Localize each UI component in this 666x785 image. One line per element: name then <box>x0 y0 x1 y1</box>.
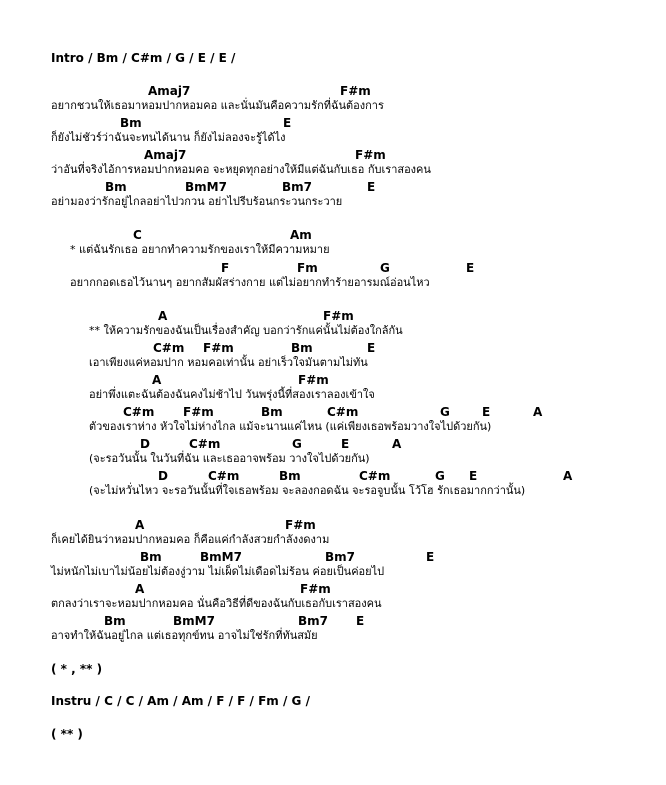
chord-label: Bm7 <box>325 550 355 564</box>
lyric-line: ตัวของเราห่าง หัวใจไม่ห่างไกล แม้จะนานแค่ไหน (แค่เพียงเธอพร้อมวางใจไปด้วยกัน) <box>89 420 492 433</box>
chord-label: Bm <box>105 180 127 194</box>
repeat-marker-1: ( * , ** ) <box>51 662 103 676</box>
intro-line: Intro / Bm / C#m / G / E / E / <box>51 51 236 65</box>
lyric-line: อยากกอดเธอไว้นานๆ อยากสัมผัสร่างกาย แต่ไม่อยากทำร้ายอารมณ์อ่อนไหว <box>70 276 430 289</box>
chord-label: A <box>392 437 402 451</box>
chord-label: G <box>292 437 302 451</box>
lyric-line: ก็ยังไม่ชัวร์ว่าฉันจะทนได้นาน ก็ยังไม่ลองจะรู้ได้ไง <box>51 131 286 144</box>
chord-label: Amaj7 <box>148 84 191 98</box>
instru-line: Instru / C / C / Am / Am / F / F / Fm / G / <box>51 694 310 708</box>
chord-label: Bm <box>261 405 283 419</box>
chord-label: C#m <box>123 405 155 419</box>
chord-label: BmM7 <box>185 180 227 194</box>
chord-label: Bm <box>120 116 142 130</box>
chord-label: D <box>158 469 168 483</box>
chord-label: F#m <box>323 309 354 323</box>
chord-label: A <box>158 309 168 323</box>
lyric-line: ว่าอันที่จริงไอ้การหอมปากหอมคอ จะหยุดทุกอย่างให้มีแต่ฉันกับเธอ กับเราสองคน <box>51 163 431 176</box>
chord-label: C <box>133 228 142 242</box>
chord-label: E <box>283 116 292 130</box>
chord-label: A <box>152 373 162 387</box>
lyric-line: อย่าพึ่งแตะฉันต้องฉันคงไม่ช้าไป วันพรุ่งนี้ที่สองเราลองเข้าใจ <box>89 388 375 401</box>
chord-label: Bm <box>291 341 313 355</box>
lyric-line: ไม่หนักไม่เบาไม่น้อยไม่ต้องงู่วาม ไม่เผ็ดไม่เดือดไม่ร้อน ค่อยเป็นค่อยไป <box>51 565 385 578</box>
lyric-line: ก็เคยได้ยินว่าหอมปากหอมคอ ก็คือแค่กำลังสวยกำลังงดงาม <box>51 533 330 546</box>
chord-label: F#m <box>285 518 316 532</box>
chord-label: E <box>341 437 350 451</box>
chord-label: F#m <box>300 582 331 596</box>
chord-label: G <box>380 261 390 275</box>
lyric-line: * แต่ฉันรักเธอ อยากทำความรักของเราให้มีความหมาย <box>70 243 330 256</box>
chord-label: C#m <box>327 405 359 419</box>
chord-label: BmM7 <box>200 550 242 564</box>
chord-label: G <box>440 405 450 419</box>
chord-label: C#m <box>359 469 391 483</box>
lyric-line: ตกลงว่าเราจะหอมปากหอมคอ นั่นคือวิธีที่ดีของฉันกับเธอกับเราสองคน <box>51 597 382 610</box>
lyric-line: อยากชวนให้เธอมาหอมปากหอมคอ และนั่นมันคือความรักที่ฉันต้องการ <box>51 99 384 112</box>
chord-label: Bm7 <box>298 614 328 628</box>
lyric-line: (จะรอวันนั้น ในวันที่ฉัน และเธออาจพร้อม วางใจไปด้วยกัน) <box>89 452 370 465</box>
repeat-marker-2: ( ** ) <box>51 727 83 741</box>
chord-label: E <box>469 469 478 483</box>
chord-label: F#m <box>298 373 329 387</box>
chord-label: C#m <box>208 469 240 483</box>
chord-label: E <box>482 405 491 419</box>
chord-label: E <box>367 180 376 194</box>
chord-label: A <box>135 518 145 532</box>
chord-label: BmM7 <box>173 614 215 628</box>
chord-label: E <box>356 614 365 628</box>
chord-label: Am <box>290 228 312 242</box>
lyric-line: ** ให้ความรักของฉันเป็นเรื่องสำคัญ บอกว่ารักแค่นั้นไม่ต้องใกล้กัน <box>89 324 403 337</box>
lyric-line: เอาเพียงแค่หอมปาก หอมคอเท่านั้น อย่าเร็วใจมันตามไม่ทัน <box>89 356 368 369</box>
chord-label: A <box>533 405 543 419</box>
chord-label: E <box>426 550 435 564</box>
lyric-line: อาจทำให้ฉันอยู่ไกล แต่เธอทุกข์ทน อาจไม่ใช่รักที่ทันสมัย <box>51 629 318 642</box>
chord-label: Fm <box>297 261 318 275</box>
chord-label: F <box>221 261 230 275</box>
chord-label: Bm7 <box>282 180 312 194</box>
chord-label: E <box>466 261 475 275</box>
lyric-line: (จะไม่หวั่นไหว จะรอวันนั้นที่ใจเธอพร้อม จะลองกอดฉัน จะรอจูบนั้น โว้โฮ รักเธอมากกว่านั้น) <box>89 484 526 497</box>
chord-label: D <box>140 437 150 451</box>
chord-label: Amaj7 <box>144 148 187 162</box>
chord-label: E <box>367 341 376 355</box>
chord-label: C#m <box>189 437 221 451</box>
chord-label: Bm <box>140 550 162 564</box>
chord-label: F#m <box>340 84 371 98</box>
chord-label: F#m <box>355 148 386 162</box>
chord-label: A <box>135 582 145 596</box>
chord-label: Bm <box>279 469 301 483</box>
chord-label: Bm <box>104 614 126 628</box>
chord-label: C#m <box>153 341 185 355</box>
chord-label: F#m <box>183 405 214 419</box>
lyric-line: อย่ามองว่ารักอยู่ไกลอย่าไปวกวน อย่าไปรีบร้อนกระวนกระวาย <box>51 195 343 208</box>
chord-label: A <box>563 469 573 483</box>
chord-label: F#m <box>203 341 234 355</box>
chord-label: G <box>435 469 445 483</box>
